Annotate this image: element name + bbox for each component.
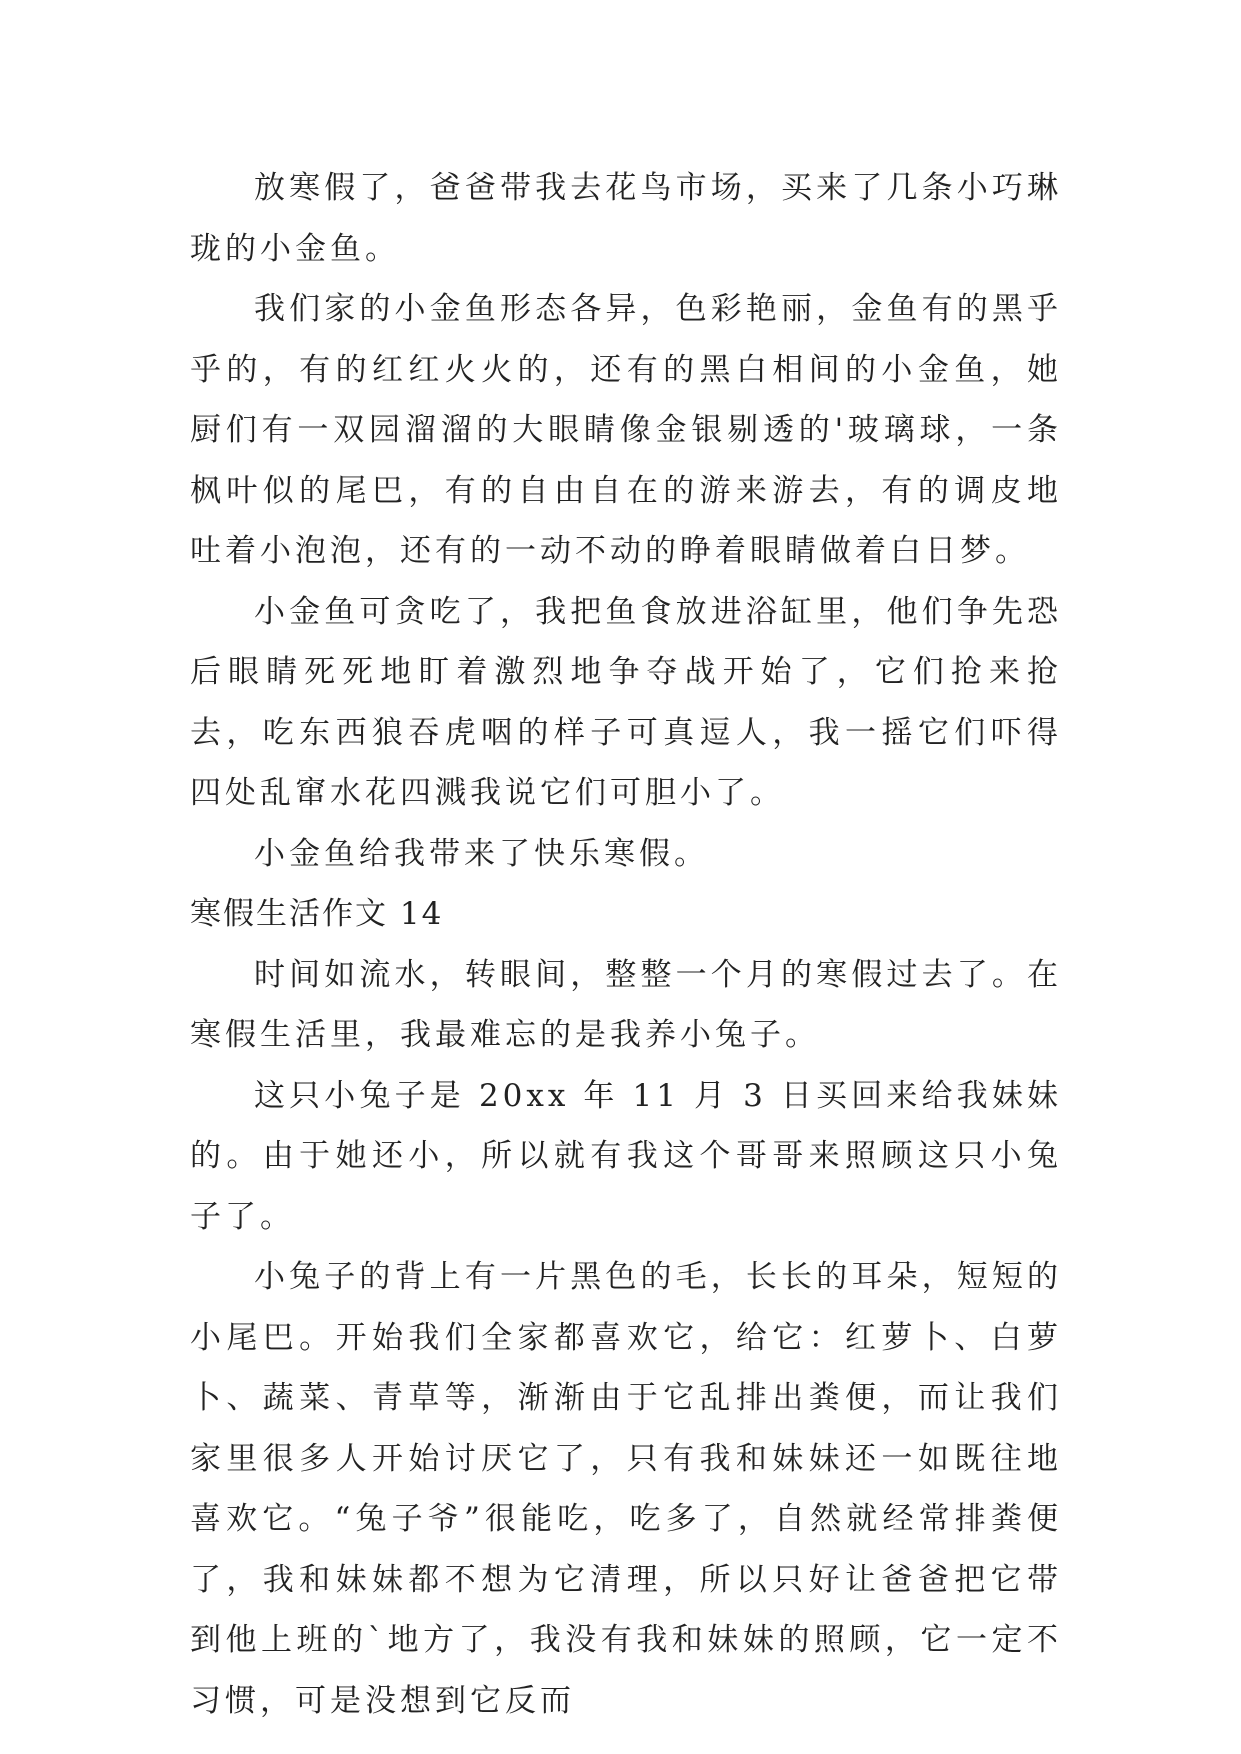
paragraph-2: 我们家的小金鱼形态各异，色彩艳丽，金鱼有的黑乎乎的，有的红红火火的，还有的黑白相间的小金鱼，她厨们有一双园溜溜的大眼睛像金银剔透的'玻璃球，一条枫叶似的尾巴，有的自由自在的游来游去，有的调皮地吐着小泡泡，还有的一动不动的睁着眼睛做着白日梦。 bbox=[190, 291, 1062, 569]
paragraph-3: 小金鱼可贪吃了，我把鱼食放进浴缸里，他们争先恐后眼睛死死地盯着激烈地争夺战开始了，它们抢来抢去，吃东西狼吞虎咽的样子可真逗人，我一摇它们吓得四处乱窜水花四溅我说它们可胆小了。 bbox=[190, 593, 1062, 811]
section-heading: 寒假生活作文 14 bbox=[190, 896, 444, 932]
paragraph-1: 放寒假了，爸爸带我去花鸟市场，买来了几条小巧琳珑的小金鱼。 bbox=[190, 170, 1062, 267]
document-page bbox=[190, 158, 1062, 1731]
paragraph-6: 这只小兔子是 20xx 年 11 月 3 日买回来给我妹妹的。由于她还小，所以就有我这个哥哥来照顾这只小兔子了。 bbox=[190, 1077, 1062, 1235]
paragraph-7: 小兔子的背上有一片黑色的毛，长长的耳朵，短短的小尾巴。开始我们全家都喜欢它，给它：红萝卜、白萝卜、蔬菜、青草等，渐渐由于它乱排出粪便，而让我们家里很多人开始讨厌它了，只有我和妹妹还一如既往地喜欢它。“兔子爷”很能吃，吃多了，自然就经常排粪便了，我和妹妹都不想为它清理，所以只好让爸爸把它带到他上班的`地方了，我没有我和妹妹的照顾，它一定不习惯，可是没想到它反而 bbox=[190, 1259, 1062, 1719]
paragraph-4: 小金鱼给我带来了快乐寒假。 bbox=[254, 835, 709, 872]
paragraph-5: 时间如流水，转眼间，整整一个月的寒假过去了。在寒假生活里，我最难忘的是我养小兔子。 bbox=[190, 956, 1062, 1053]
